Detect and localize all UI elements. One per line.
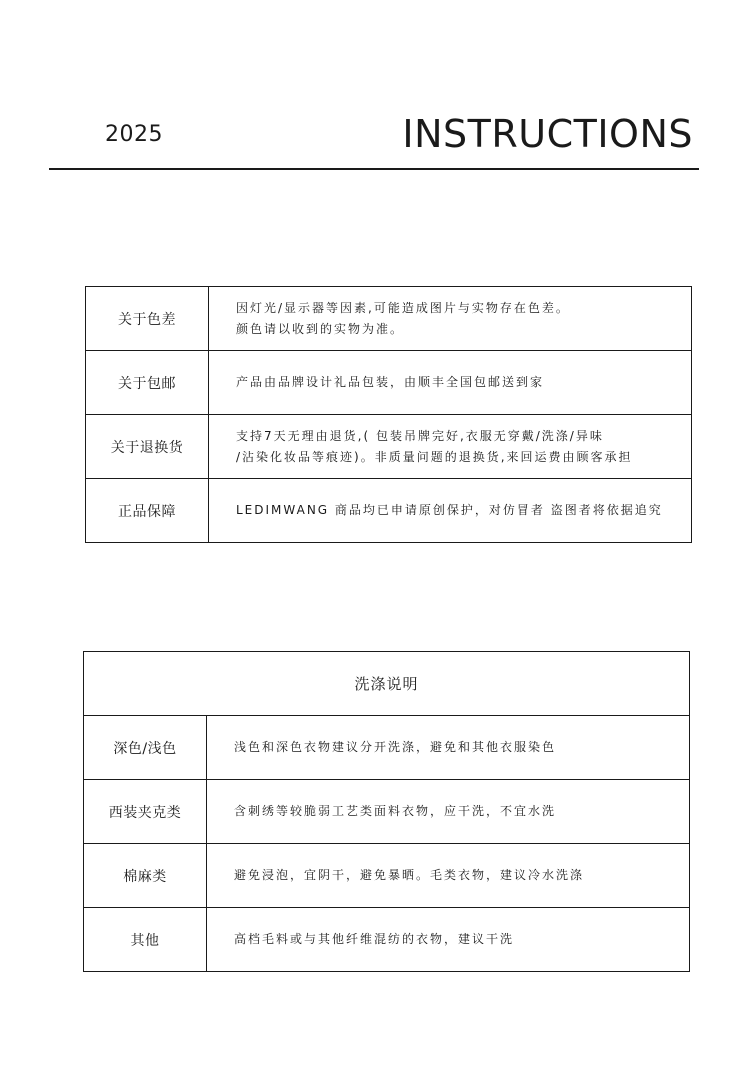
description-line: 浅色和深色衣物建议分开洗涤，避免和其他衣服染色 xyxy=(234,740,557,754)
row-label: 深色/浅色 xyxy=(84,716,207,780)
row-description xyxy=(209,287,692,351)
table-row xyxy=(86,479,692,543)
table-row xyxy=(86,415,692,479)
row-description xyxy=(207,716,690,780)
row-description xyxy=(207,844,690,908)
table-row xyxy=(86,287,692,351)
description-line: 因灯光/显示器等因素,可能造成图片与实物存在色差。 xyxy=(236,300,570,315)
description-line: 支持7天无理由退货,( 包装吊牌完好,衣服无穿戴/洗涤/异味 xyxy=(236,428,604,443)
description-line: 高档毛料或与其他纤维混纺的衣物，建议干洗 xyxy=(234,932,515,946)
row-description xyxy=(209,415,692,479)
description-line: 产品由品牌设计礼品包装，由顺丰全国包邮送到家 xyxy=(236,375,545,389)
description-line: 避免浸泡，宜阴干，避免暴晒。毛类衣物，建议冷水洗涤 xyxy=(234,868,585,882)
description-line: /沾染化妆品等痕迹)。非质量问题的退换货,来回运费由顾客承担 xyxy=(236,449,633,464)
table-row xyxy=(86,351,692,415)
table-row xyxy=(84,844,690,908)
year-label: 2025 xyxy=(105,122,163,147)
row-label: 正品保障 xyxy=(86,479,209,543)
table-heading: 洗涤说明 xyxy=(84,652,690,716)
row-description xyxy=(209,479,692,543)
row-label: 关于色差 xyxy=(86,287,209,351)
row-description xyxy=(209,351,692,415)
table-row xyxy=(84,908,690,972)
page-title: INSTRUCTIONS xyxy=(402,112,693,156)
row-label: 西装夹克类 xyxy=(84,780,207,844)
notice-table xyxy=(85,286,692,543)
table-header-row xyxy=(84,652,690,716)
row-description xyxy=(207,780,690,844)
wash-instructions-table xyxy=(83,651,690,972)
table-row xyxy=(84,780,690,844)
row-label: 棉麻类 xyxy=(84,844,207,908)
header-divider xyxy=(49,168,699,170)
description-line: LEDIMWANG 商品均已申请原创保护，对仿冒者 盗图者将依据追究 xyxy=(236,503,663,517)
row-description xyxy=(207,908,690,972)
row-label: 关于退换货 xyxy=(86,415,209,479)
table-row xyxy=(84,716,690,780)
description-line: 颜色请以收到的实物为准。 xyxy=(236,321,405,336)
row-label: 其他 xyxy=(84,908,207,972)
row-label: 关于包邮 xyxy=(86,351,209,415)
description-line: 含刺绣等较脆弱工艺类面料衣物，应干洗，不宜水洗 xyxy=(234,804,557,818)
